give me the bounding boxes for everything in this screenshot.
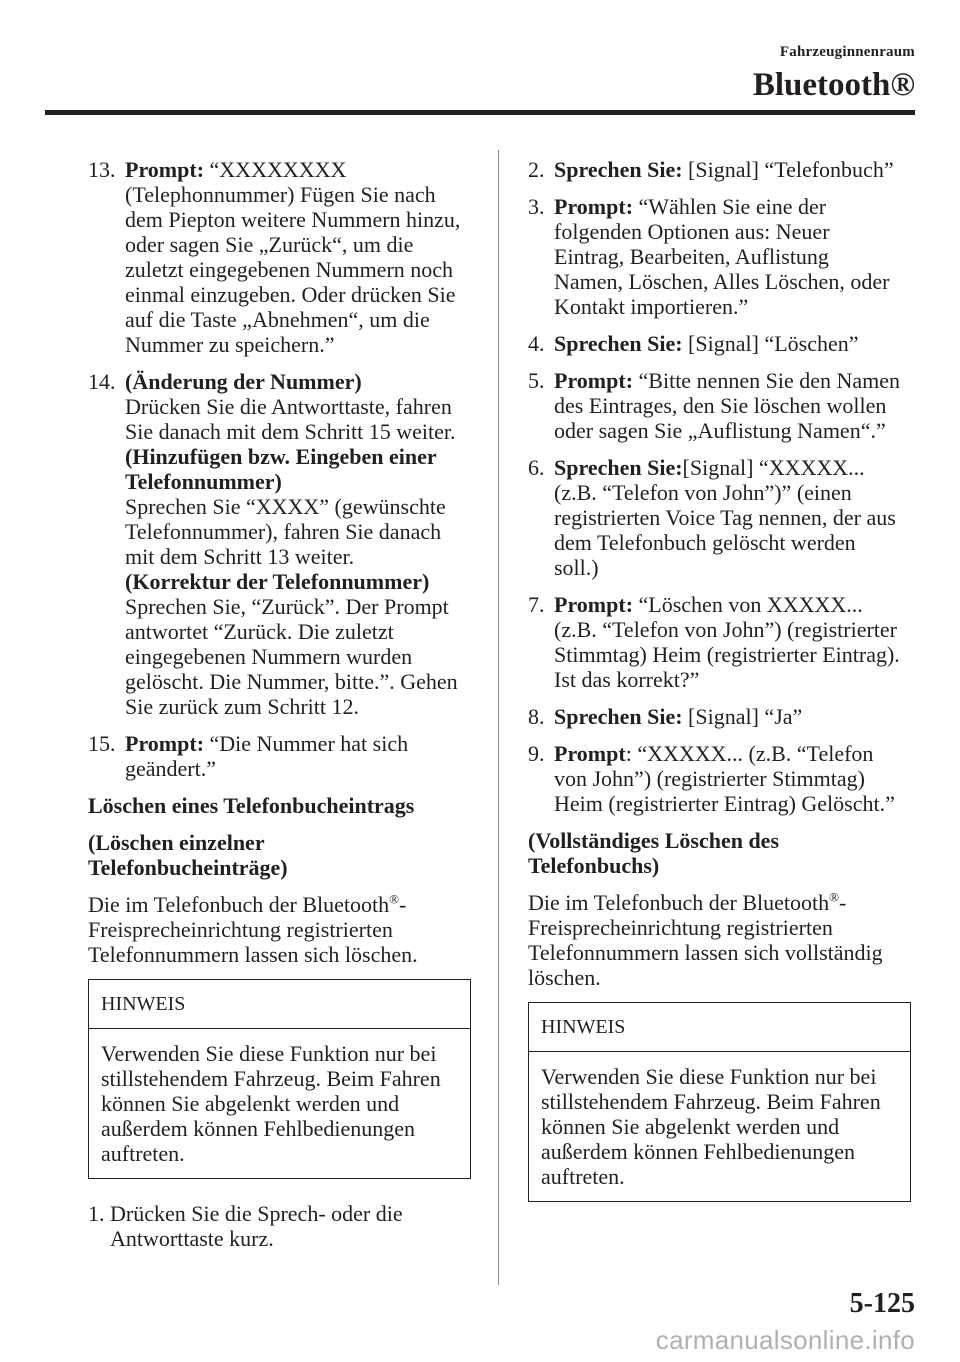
step-text: antwortet “Zurück. Die zuletzt: [125, 619, 394, 644]
step-text: auf die Taste „Abnehmen“, um die: [125, 307, 430, 332]
step-text: Drücken Sie die Sprech- oder die: [110, 1201, 403, 1226]
description-paragraph: Die im Telefonbuch der Bluetooth®- Freisprecheinrichtung registrierten Telefonnummern lassen sich löschen.: [88, 891, 418, 967]
step-number: 7.: [528, 592, 545, 617]
step-text: oder sagen Sie „Zurück“, um die: [125, 232, 414, 257]
step-text: Stimmtag) Heim (registrierter Eintrag).: [554, 642, 900, 667]
sub-heading: (Änderung der Nummer): [125, 369, 362, 394]
page-number: 5-125: [849, 1288, 915, 1319]
header-rule: [45, 110, 915, 115]
step-text: [Signal] “Löschen”: [682, 331, 859, 356]
prompt-label: Prompt:: [554, 592, 634, 617]
prompt-label: Sprechen Sie:: [554, 157, 683, 182]
step-text: [Signal] “Ja”: [682, 704, 803, 729]
step-number: 3.: [528, 194, 545, 219]
step-number: 14.: [88, 369, 116, 394]
sub-heading: (Korrektur der Telefonnummer): [125, 569, 430, 594]
step-text: “Bitte nennen Sie den Namen: [633, 368, 901, 393]
chapter-title: Bluetooth®: [752, 67, 915, 103]
step-text: “Löschen von XXXXX...: [633, 592, 863, 617]
step-text: “Die Nummer hat sich: [209, 731, 409, 756]
step-text: soll.): [554, 555, 599, 580]
prompt-label: Sprechen Sie:: [554, 455, 683, 480]
note-box: [528, 1002, 911, 1202]
prompt-label: Prompt: [554, 741, 626, 766]
step-9: [528, 741, 911, 816]
step-text: von John”) (registrierter Stimmtag): [554, 766, 865, 791]
step-number: 6.: [528, 455, 545, 480]
prompt-label: Sprechen Sie:: [554, 331, 683, 356]
step-text: eingegebenen Nummern wurden: [125, 644, 413, 669]
step-text: Sie danach mit dem Schritt 15 weiter.: [125, 419, 456, 444]
step-text: dem Telefonbuch gelöscht werden: [554, 530, 856, 555]
note-title: HINWEIS: [89, 980, 470, 1029]
step-7: [528, 592, 911, 692]
step-number: 15.: [88, 731, 116, 756]
step-8: [528, 704, 911, 729]
step-2: [528, 157, 911, 182]
step-text: folgenden Optionen aus: Neuer: [554, 219, 830, 244]
step-number: 1.: [88, 1201, 105, 1226]
step-text: geändert.”: [125, 756, 216, 781]
step-text: Telefonnummer), fahren Sie danach: [125, 519, 442, 544]
step-text: Sie zurück zum Schritt 12.: [125, 694, 360, 719]
step-text: mit dem Schritt 13 weiter.: [125, 544, 355, 569]
subsection-heading: (Vollständiges Löschen des Telefonbuchs): [528, 828, 780, 878]
step-4: [528, 331, 911, 356]
step-number: 2.: [528, 157, 545, 182]
note-body: Verwenden Sie diese Funktion nur bei stillstehendem Fahrzeug. Beim Fahren können Sie abgelenkt werden und außerdem können Fehlbedienungen auftreten.: [101, 1041, 441, 1166]
step-text: [Signal] “XXXXX...: [682, 455, 865, 480]
step-number: 9.: [528, 741, 545, 766]
prompt-label: Prompt:: [125, 731, 205, 756]
step-text: des Eintrages, den Sie löschen wollen: [554, 393, 887, 418]
page-header: [753, 44, 915, 105]
step-text: (Telephonnummer) Fügen Sie nach: [125, 182, 436, 207]
prompt-label: Prompt:: [554, 194, 634, 219]
step-text: (z.B. “Telefon von John”)” (einen: [554, 480, 852, 505]
column-divider: [498, 150, 499, 1285]
step-text: Sprechen Sie, “Zurück”. Der Prompt: [125, 594, 449, 619]
section-heading: Löschen eines Telefonbucheintrags: [88, 793, 415, 818]
step-6: [528, 455, 911, 580]
step-text: “Wählen Sie eine der: [633, 194, 827, 219]
step-13: [88, 157, 471, 357]
step-text: Heim (registrierter Eintrag) Gelöscht.”: [554, 791, 895, 816]
right-column: [528, 157, 911, 1224]
step-number: 4.: [528, 331, 545, 356]
step-text: “XXXXXXXX: [209, 157, 347, 182]
step-text: oder sagen Sie „Auflistung Namen“.”: [554, 418, 886, 443]
step-text: (z.B. “Telefon von John”) (registrierter: [554, 617, 897, 642]
step-15: [88, 731, 471, 781]
section-title: Fahrzeuginnenraum: [779, 44, 915, 60]
left-column: [88, 157, 471, 1263]
step-text: Drücken Sie die Antworttaste, fahren: [125, 394, 452, 419]
prompt-label: Prompt:: [125, 157, 205, 182]
step-text: dem Piepton weitere Nummern hinzu,: [125, 207, 461, 232]
step-text: Eintrag, Bearbeiten, Auflistung: [554, 244, 829, 269]
note-title: HINWEIS: [529, 1003, 910, 1052]
step-1: [88, 1201, 471, 1251]
description-paragraph: Die im Telefonbuch der Bluetooth®- Freisprecheinrichtung registrierten Telefonnummern lassen sich vollständig löschen.: [528, 889, 883, 990]
step-text: [Signal] “Telefonbuch”: [682, 157, 894, 182]
step-text: zuletzt eingegebenen Nummern noch: [125, 257, 454, 282]
watermark: carmanualsonline.info: [655, 1325, 915, 1355]
step-text: Nummer zu speichern.”: [125, 332, 335, 357]
note-body: Verwenden Sie diese Funktion nur bei stillstehendem Fahrzeug. Beim Fahren können Sie abgelenkt werden und außerdem können Fehlbedienungen auftreten.: [541, 1064, 881, 1189]
step-number: 8.: [528, 704, 545, 729]
prompt-label: Sprechen Sie:: [554, 704, 683, 729]
step-text: Ist das korrekt?”: [554, 667, 700, 692]
step-text: Sprechen Sie “XXXX” (gewünschte: [125, 494, 446, 519]
step-number: 13.: [88, 157, 116, 182]
step-text: gelöscht. Die Nummer, bitte.”. Gehen: [125, 669, 458, 694]
step-text: Kontakt importieren.”: [554, 294, 749, 319]
note-box: [88, 979, 471, 1179]
step-14: [88, 369, 471, 719]
step-5: [528, 368, 911, 443]
sub-heading: Telefonnummer): [125, 469, 282, 494]
step-text: : “XXXXX... (z.B. “Telefon: [625, 741, 874, 766]
step-number: 5.: [528, 368, 545, 393]
step-text: Namen, Löschen, Alles Löschen, oder: [554, 269, 890, 294]
prompt-label: Prompt:: [554, 368, 634, 393]
subsection-heading: (Löschen einzelner Telefonbucheinträge): [88, 830, 288, 880]
step-text: registrierten Voice Tag nennen, der aus: [554, 505, 896, 530]
step-text: einmal einzugeben. Oder drücken Sie: [125, 282, 456, 307]
step-text: Antworttaste kurz.: [110, 1226, 274, 1251]
step-3: [528, 194, 911, 319]
sub-heading: (Hinzufügen bzw. Eingeben einer: [125, 444, 437, 469]
